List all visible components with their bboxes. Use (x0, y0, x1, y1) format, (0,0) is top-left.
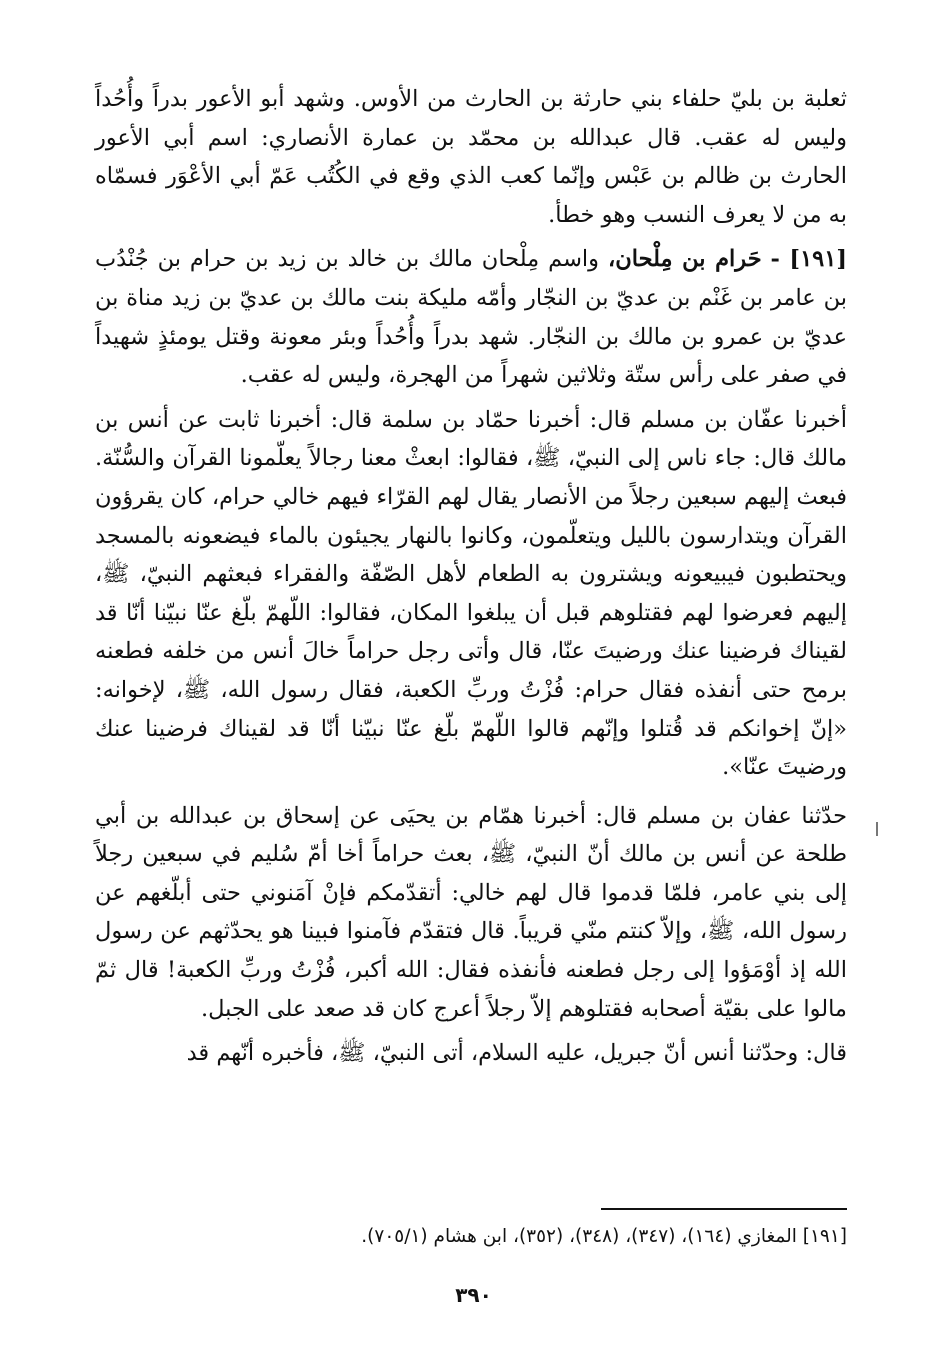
entry-haram-bin-milhan (95, 240, 847, 394)
entry-heading: حَرام بن مِلْحان، (607, 246, 762, 273)
footnote-divider (601, 1208, 847, 1210)
paragraph-hadith-affan-hammad: أخبرنا عفّان بن مسلم قال: أخبرنا حمّاد بن سلمة قال: أخبرنا ثابت عن أنس بن مالك قال: جاء ناس إلى النبيّ، ﷺ، فقالوا: ابعثْ معنا رجالاً يعلّمونا القرآن والسُّنّة. فبعث إليهم سبعين رجلاً من الأنصار يقال لهم القرّاء فيهم خالي حرام، كان يقرؤون القرآن ويتدارسون بالليل ويتعلّمون، وكانوا بالنهار يجيئون بالماء فيضعونه بالمسجد ويحتطبون فيبيعونه ويشترون به الطعام لأهل الصّفّة والفقراء فبعثهم النبيّ، ﷺ، إليهم فعرضوا لهم فقتلوهم قبل أن يبلغوا المكان، فقالوا: اللّهمّ بلّغ عنّا نبيّنا أنّا قد لقيناك فرضينا عنك ورضيتَ عنّا، قال وأتى رجل حراماً خالَ أنس من خلفه فطعنه برمح حتى أنفذه فقال حرام: فُزْتُ وربِّ الكعبة، فقال رسول الله، ﷺ، لإخوانه: «إنّ إخوانكم قد قُتلوا وإنّهم قالوا اللّهمّ بلّغ عنّا نبيّنا أنّا قد لقيناك فرضينا عنك ورضيتَ عنّا». (95, 406, 847, 781)
footnote: [١٩١] المغازي (١٦٤)، (٣٤٧)، (٣٤٨)، (٣٥٢)، ابن هشام (٧٠٥/١). (361, 1226, 847, 1247)
margin-mark (876, 822, 878, 836)
entry-number: [١٩١] - (770, 246, 848, 273)
page-number: ٣٩٠ (455, 1283, 492, 1307)
paragraph-abu-al-awar: ثعلبة بن بليّ حلفاء بني حارثة بن الحارث من الأوس. وشهد أبو الأعور بدراً وأُحُداً وليس له عقب. قال عبدالله بن محمّد بن عمارة الأنصاري: اسم أبي الأعور الحارث بن ظالم بن عَبْس وإنّما كعب الذي وقع في الكُتُب عَمّ أبي الأعْوَر فسمّاه به من لا يعرف النسب وهو خطأ. (95, 86, 847, 228)
paragraph-jibril: قال: وحدّثنا أنس أنّ جبريل، عليه السلام، أتى النبيّ، ﷺ، فأخبره أنّهم قد (186, 1040, 847, 1067)
page-body (95, 80, 847, 1073)
paragraph-hadith-affan-hammam: حدّثنا عفان بن مسلم قال: أخبرنا همّام بن يحيَى عن إسحاق بن عبدالله بن أبي طلحة عن أنس بن مالك أنّ النبيّ، ﷺ، بعث حراماً أخا أمّ سُليم في سبعين رجلاً إلى بني عامر، فلمّا قدموا قال لهم خالي: أتقدّمكم فإنْ آمَنوني حتى أبلّغهم عن رسول الله، ﷺ، وإلاّ كنتم منّي قريباً. قال فتقدّم فآمنوا فبينا هو يحدّثهم عن رسول الله إذ أوْمَؤوا إلى رجل فطعنه فأنفذه فقال: الله أكبر، فُزْتُ وربِّ الكعبة! قال ثمّ مالوا على بقيّة أصحابه فقتلوهم إلاّ رجلاً أعرج كان قد صعد على الجبل. (95, 802, 847, 1022)
entry-text: واسم مِلْحان مالك بن خالد بن زيد بن حرام بن جُنْدُب بن عامر بن غَنْم بن عديّ بن النجّار وأمّه مليكة بنت مالك بن عديّ بن زيد مناة بن عديّ بن عمرو بن مالك بن النجّار. شهد بدراً وأُحُداً وبئر معونة وقتل يومئذٍ شهيداً في صفر على رأس ستّة وثلاثين شهراً من الهجرة، وليس له عقب. (95, 246, 847, 389)
